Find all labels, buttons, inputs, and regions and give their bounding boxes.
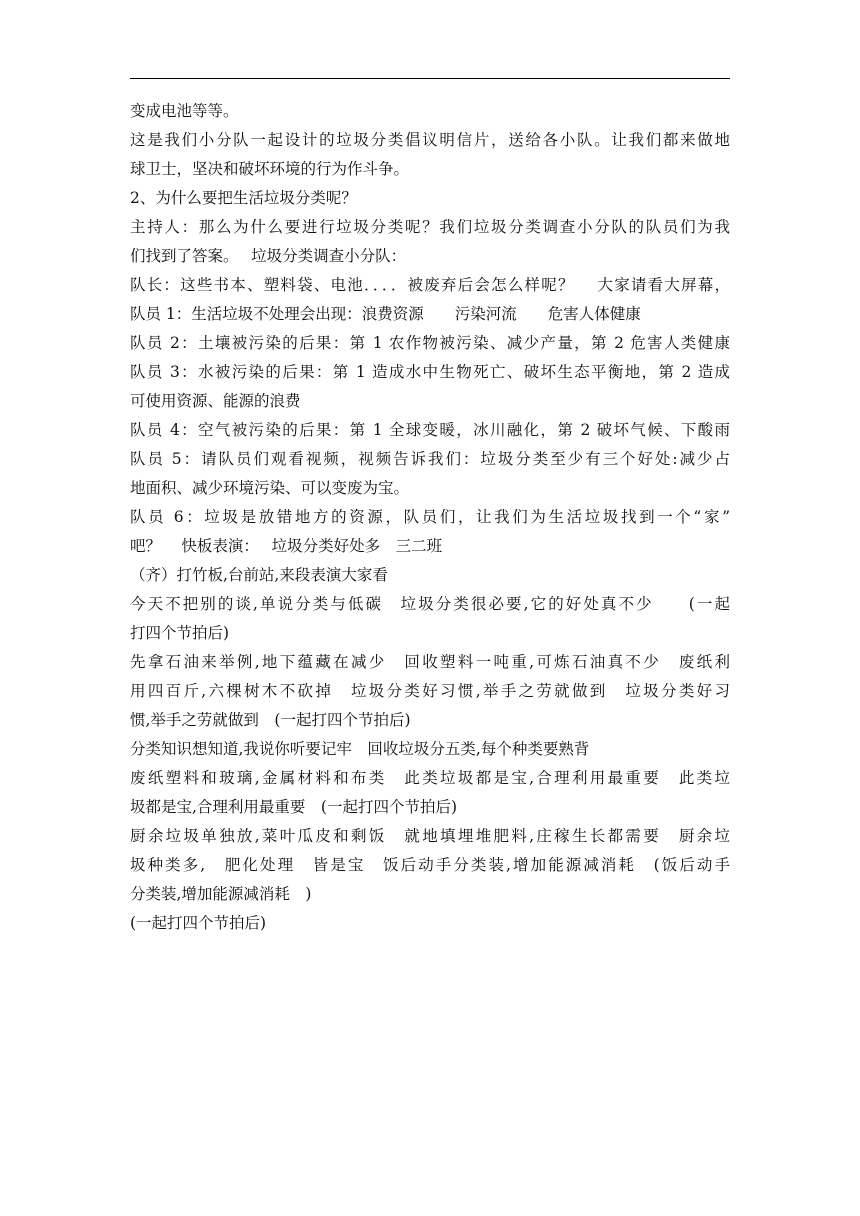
text-line: 队员 5：请队员们观看视频，视频告诉我们：垃圾分类至少有三个好处:减少占 xyxy=(130,450,730,468)
text-line: 可使用资源、能源的浪费 xyxy=(130,392,301,410)
text-line: 厨余垃圾单独放,菜叶瓜皮和剩饭 就地填埋堆肥料,庄稼生长都需要 厨余垃 xyxy=(130,827,730,845)
header-rule xyxy=(130,78,730,79)
text-line: 这是我们小分队一起设计的垃圾分类倡议明信片，送给各小队。让我们都来做地 xyxy=(130,131,730,149)
text-line: 队员 1：生活垃圾不处理会出现：浪费资源 污染河流 危害人体健康 xyxy=(130,305,641,323)
text-line: (一起打四个节拍后) xyxy=(130,914,267,932)
text-line: 废纸塑料和玻璃,金属材料和布类 此类垃圾都是宝,合理利用最重要 此类垃 xyxy=(130,769,730,787)
text-line: 先拿石油来举例,地下蕴藏在减少 回收塑料一吨重,可炼石油真不少 废纸利 xyxy=(130,653,730,671)
text-line: 圾都是宝,合理利用最重要 (一起打四个节拍后) xyxy=(130,798,458,816)
text-line: （齐）打竹板,台前站,来段表演大家看 xyxy=(130,566,388,584)
section-heading: 2、为什么要把生活垃圾分类呢？ xyxy=(130,189,357,207)
text-line: 队员 6：垃圾是放错地方的资源，队员们，让我们为生活垃圾找到一个“家” xyxy=(130,508,730,526)
text-line: 惯,举手之劳就做到 (一起打四个节拍后) xyxy=(130,711,411,729)
text-line: 变成电池等等。 xyxy=(130,102,239,120)
text-line: 分类装,增加能源减消耗 ) xyxy=(130,885,312,903)
text-line: 主持人：那么为什么要进行垃圾分类呢？我们垃圾分类调查小分队的队员们为我 xyxy=(130,218,730,236)
document-body xyxy=(130,97,730,938)
text-line: 队员 2：土壤被污染的后果：第 1 农作物被污染、减少产量，第 2 危害人类健康 xyxy=(130,334,730,352)
text-line: 吧？ 快板表演： 垃圾分类好处多 三二班 xyxy=(130,537,443,555)
text-line: 球卫士，坚决和破坏环境的行为作斗争。 xyxy=(130,160,410,178)
text-line: 队员 3：水被污染的后果：第 1 造成水中生物死亡、破坏生态平衡地，第 2 造成 xyxy=(130,363,730,381)
text-line: 今天不把别的谈,单说分类与低碳 垃圾分类很必要,它的好处真不少 (一起 xyxy=(130,595,730,613)
text-line: 圾种类多, 肥化处理 皆是宝 饭后动手分类装,增加能源减消耗 (饭后动手 xyxy=(130,856,730,874)
text-line: 队长：这些书本、塑料袋、电池．．．．被废弃后会怎么样呢？ 大家请看大屏幕， xyxy=(130,276,730,294)
text-line: 们找到了答案。 垃圾分类调查小分队： xyxy=(130,247,407,265)
text-line: 打四个节拍后) xyxy=(130,624,230,642)
text-line: 分类知识想知道,我说你听要记牢 回收垃圾分五类,每个种类要熟背 xyxy=(130,740,590,758)
text-line: 用四百斤,六棵树木不砍掉 垃圾分类好习惯,举手之劳就做到 垃圾分类好习 xyxy=(130,682,730,700)
text-line: 队员 4：空气被污染的后果：第 1 全球变暖，冰川融化，第 2 破坏气候、下酸雨 xyxy=(130,421,730,439)
text-line: 地面积、减少环境污染、可以变废为宝。 xyxy=(130,479,410,497)
